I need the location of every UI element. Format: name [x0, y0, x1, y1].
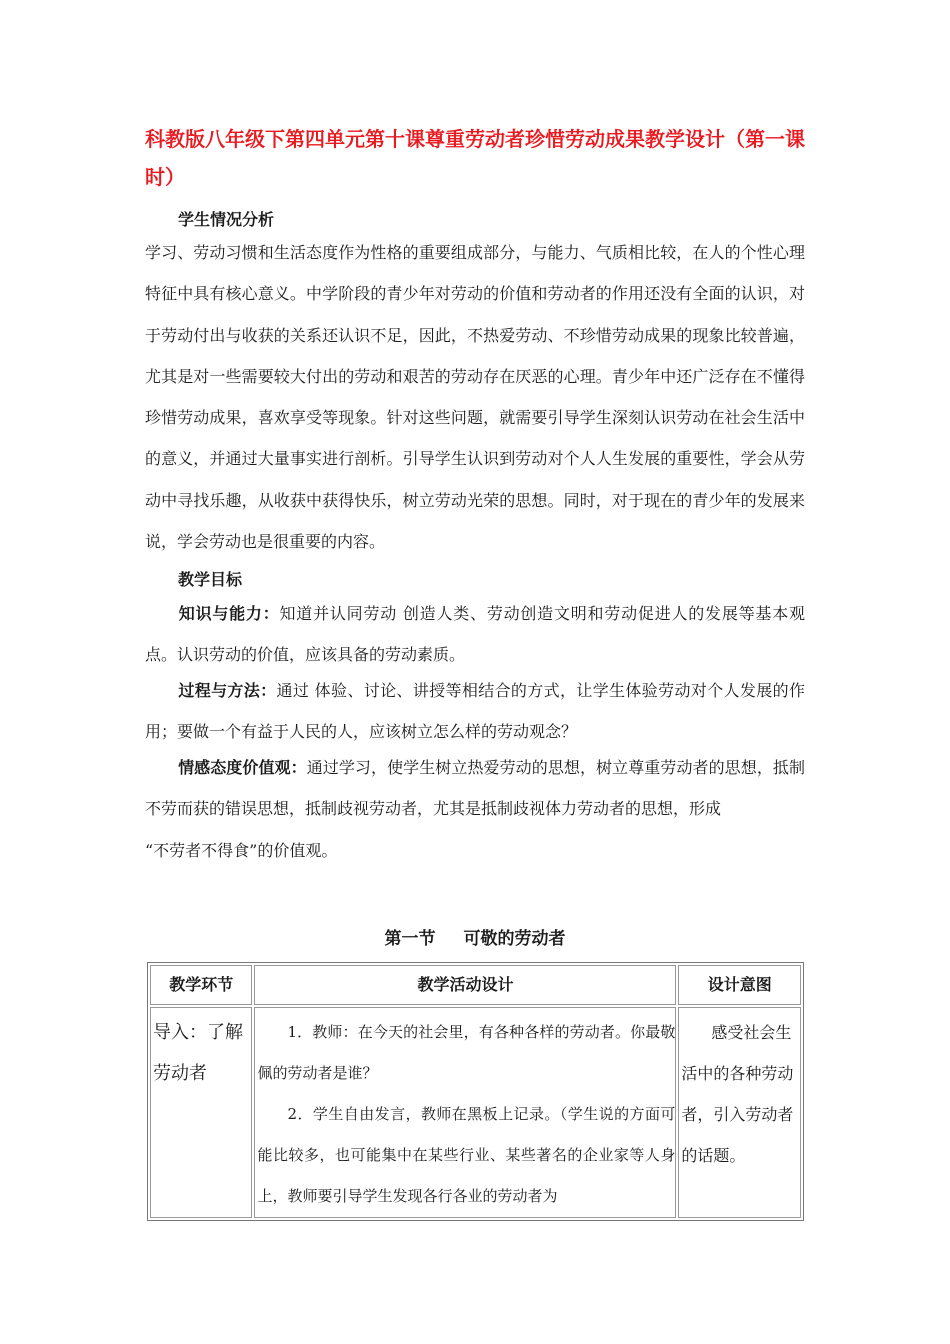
emotion-text: 通过学习，使学生树立热爱劳动的思想，树立尊重劳动者的思想，抵制不劳而获的错误思想，抵制歧视劳动者，尤其是抵制歧视体力劳动者的思想，形成: [145, 758, 805, 819]
knowledge-objective-paragraph: [145, 593, 805, 676]
emotion-objective-continuation: “不劳者不得食”的价值观。: [145, 841, 338, 860]
lesson-plan-table: [147, 962, 804, 1221]
document-title: 科教版八年级下第四单元第十课尊重劳动者珍惜劳动成果教学设计（第一课时）: [145, 127, 805, 189]
activity-step-1: 1．教师：在今天的社会里，有各种各样的劳动者。你最敬佩的劳动者是谁？: [257, 1023, 676, 1082]
cell-stage: 导入：了解劳动者: [150, 1007, 252, 1218]
process-label: 过程与方法：: [178, 681, 277, 700]
section-name: 可敬的劳动者: [463, 929, 566, 949]
header-activity-design: 教学活动设计: [254, 965, 676, 1005]
knowledge-text: 知道并认同劳动 创造人类、劳动创造文明和劳动促进人的发展等基本观点。认识劳动的价值，应该具备的劳动素质。: [145, 604, 805, 665]
header-design-intent: 设计意图: [678, 965, 801, 1005]
student-analysis-heading: 学生情况分析: [178, 210, 275, 229]
knowledge-label: 知识与能力：: [178, 604, 280, 623]
process-objective-paragraph: [145, 670, 805, 753]
section-title: [145, 924, 805, 949]
table-header-row: [150, 965, 801, 1005]
header-teaching-stage: 教学环节: [150, 965, 252, 1005]
cell-activity: [254, 1007, 676, 1218]
table-row: [150, 1007, 801, 1218]
cell-intent: 感受社会生活中的各种劳动者，引入劳动者的话题。: [678, 1007, 801, 1218]
emotion-objective-paragraph: [145, 747, 805, 830]
section-number: 第一节: [384, 929, 436, 949]
activity-step-2: 2．学生自由发言，教师在黑板上记录。（学生说的方面可能比较多，也可能集中在某些行业、某些著名的企业家等人身上，教师要引导学生发现各行各业的劳动者为: [257, 1105, 676, 1205]
objectives-heading: 教学目标: [178, 570, 243, 589]
process-text: 通过 体验、讨论、讲授等相结合的方式，让学生体验劳动对个人发展的作用；要做一个有益于人民的人，应该树立怎么样的劳动观念？: [145, 681, 805, 742]
emotion-label: 情感态度价值观：: [178, 758, 307, 777]
student-analysis-paragraph: 学习、劳动习惯和生活态度作为性格的重要组成部分，与能力、气质相比较，在人的个性心理特征中具有核心意义。中学阶段的青少年对劳动的价值和劳动者的作用还没有全面的认识，对于劳动付出与收获的关系还认识不足，因此，不热爱劳动、不珍惜劳动成果的现象比较普遍，尤其是对一些需要较大付出的劳动和艰苦的劳动存在厌恶的心理。青少年中还广泛存在不懂得珍惜劳动成果，喜欢享受等现象。针对这些问题，就需要引导学生深刻认识劳动在社会生活中的意义，并通过大量事实进行剖析。引导学生认识到劳动对个人人生发展的重要性，学会从劳动中寻找乐趣，从收获中获得快乐，树立劳动光荣的思想。同时，对于现在的青少年的发展来说，学会劳动也是很重要的内容。: [145, 243, 805, 552]
